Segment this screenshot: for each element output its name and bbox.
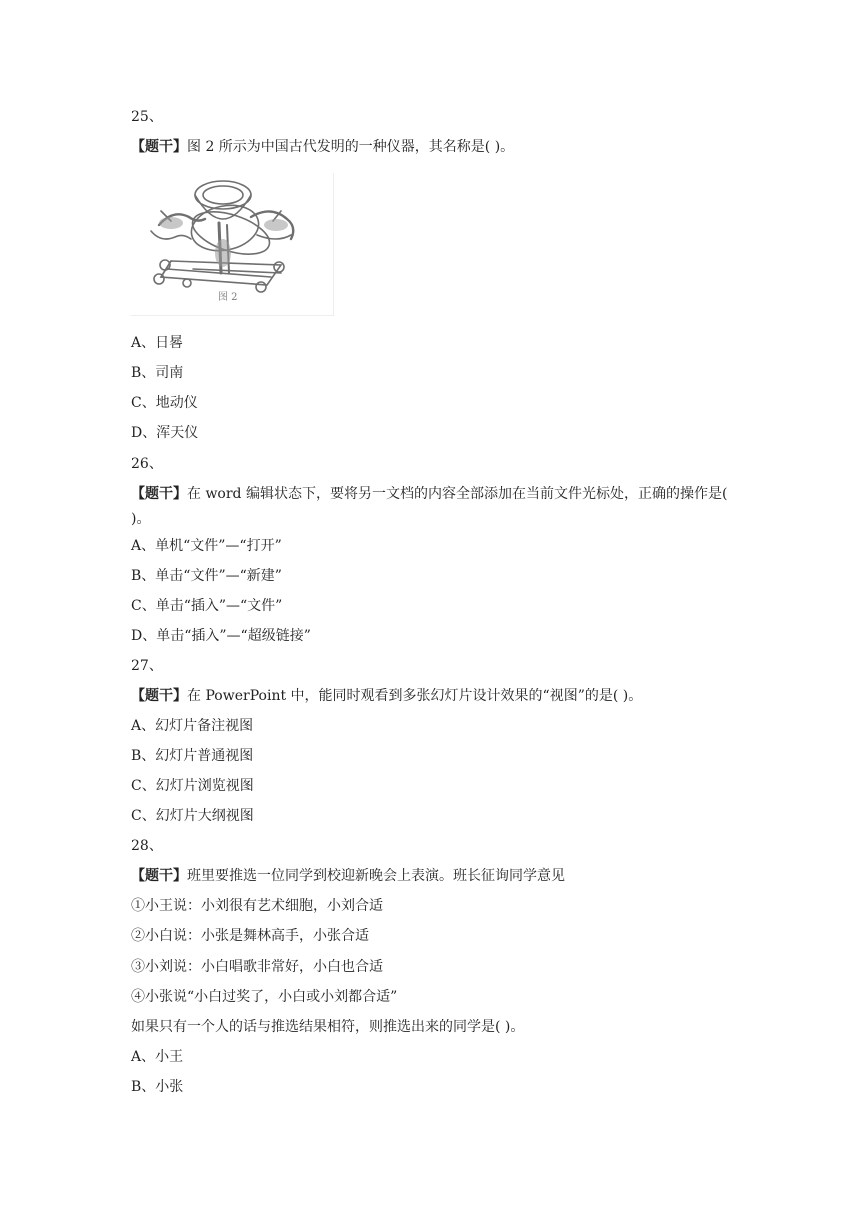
stem-tag: 【题干】	[131, 688, 187, 704]
option-b[interactable]: B、司南	[131, 365, 184, 381]
option-a[interactable]: A、幻灯片备注视图	[131, 718, 254, 734]
stem-text: 班里要推选一位同学到校迎新晚会上表演。班长征询同学意见	[187, 868, 565, 884]
option-c[interactable]: C、幻灯片浏览视图	[131, 778, 254, 794]
stem-text: 在 word 编辑状态下，要将另一文档的内容全部添加在当前文件光标处，正确的操作是( )。	[131, 486, 728, 527]
figure-armillary-sphere	[131, 173, 334, 316]
statement-3: ③小刘说：小白唱歌非常好，小白也合适	[131, 959, 383, 975]
statement-2: ②小白说：小张是舞林高手，小张合适	[131, 928, 369, 944]
option-b[interactable]: B、幻灯片普通视图	[131, 748, 254, 764]
stem-text: 图 2 所示为中国古代发明的一种仪器，其名称是( )。	[187, 139, 515, 155]
option-a[interactable]: A、日晷	[131, 335, 184, 351]
question-stem	[131, 866, 565, 886]
statement-4: ④小张说“小白过奖了，小白或小刘都合适”	[131, 989, 398, 1005]
stem-tag: 【题干】	[131, 486, 187, 502]
question-number: 28、	[131, 838, 163, 854]
figure-caption: 图 2	[218, 292, 238, 303]
stem-tag: 【题干】	[131, 139, 187, 155]
option-d[interactable]: D、单击“插入”—“超级链接”	[131, 628, 311, 644]
question-stem	[131, 686, 642, 706]
stem-tag: 【题干】	[131, 868, 187, 884]
question-number: 26、	[131, 456, 163, 472]
option-a[interactable]: A、单机“文件”—“打开”	[131, 538, 282, 554]
option-c[interactable]: C、单击“插入”—“文件”	[131, 598, 283, 614]
option-c[interactable]: C、地动仪	[131, 395, 198, 411]
armillary-sphere-illustration	[131, 173, 333, 315]
option-a[interactable]: A、小王	[131, 1049, 184, 1065]
option-d[interactable]: D、浑天仪	[131, 425, 199, 441]
question-stem	[131, 137, 514, 157]
stem-text: 在 PowerPoint 中，能同时观看到多张幻灯片设计效果的“视图”的是( )。	[187, 688, 643, 704]
question-number: 25、	[131, 109, 163, 125]
option-b[interactable]: B、小张	[131, 1079, 184, 1095]
question-prompt: 如果只有一个人的话与推选结果相符，则推选出来的同学是( )。	[131, 1019, 525, 1035]
option-d[interactable]: C、幻灯片大纲视图	[131, 808, 254, 824]
statement-1: ①小王说：小刘很有艺术细胞，小刘合适	[131, 898, 383, 914]
question-number: 27、	[131, 658, 163, 674]
question-stem	[131, 482, 741, 532]
option-b[interactable]: B、单击“文件”—“新建”	[131, 568, 282, 584]
